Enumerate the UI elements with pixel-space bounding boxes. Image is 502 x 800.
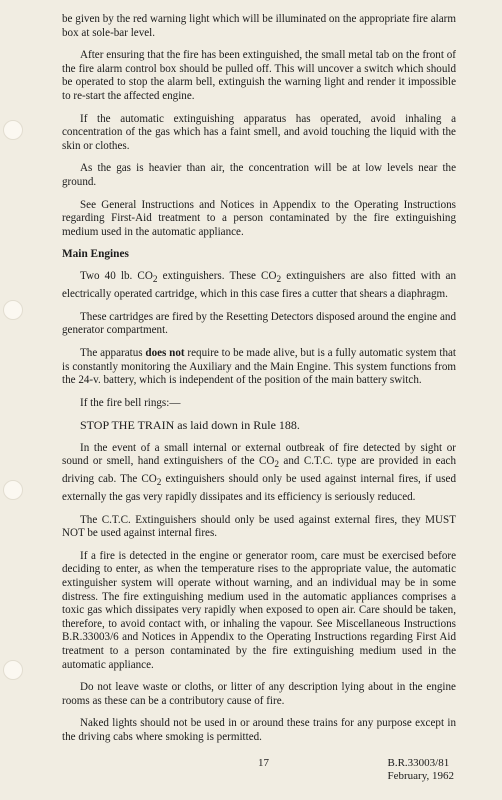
binder-hole: [3, 660, 23, 680]
subscript: 2: [274, 460, 279, 471]
paragraph: See General Instructions and Notices in Appendix to the Operating Instructions regarding First-Aid treatment to a person contaminated by the fire extinguishing medium used in the automatic appliance.: [62, 198, 456, 238]
bold-text: does not: [145, 346, 185, 359]
text-run: extinguishers should only be used against internal fires, if used externally the gas very rapidly dissipates and its efficiency is seriously reduced.: [62, 473, 456, 504]
text-run: In the event of a small internal or external outbreak of fire detected by sight or sound or smell, hand extinguishers of the CO: [62, 441, 456, 468]
page-footer: [62, 757, 456, 787]
text-run: extinguishers. These CO: [157, 270, 277, 283]
paragraph: The C.T.C. Extinguishers should only be used against external fires, they MUST NOT be used against internal fires.: [62, 513, 456, 540]
paragraph: Do not leave waste or cloths, or litter of any description lying about in the engine rooms as these can be a contributory cause of fire.: [62, 681, 456, 707]
paragraph: These cartridges are fired by the Resetting Detectors disposed around the engine and generator compartment.: [62, 310, 456, 337]
paragraph: be given by the red warning light which will be illuminated on the appropriate fire alarm box at sole-bar level.: [62, 13, 456, 39]
paragraph: Naked lights should not be used in or around these trains for any purpose except in the driving cabs where smoking is permitted.: [62, 717, 456, 743]
paragraph: [62, 347, 456, 388]
subscript: 2: [152, 275, 158, 286]
text-run: and C.T.C. type are provided in each driving cab. The CO: [62, 455, 456, 486]
page-number: 17: [258, 757, 269, 769]
binder-hole: [3, 480, 23, 500]
binder-hole: [3, 300, 23, 320]
reference-date: February, 1962: [387, 770, 454, 782]
document-body: [62, 13, 456, 754]
text-run: extinguishers are also fitted with an electrically operated cartridge, which in this case fires a cutter that shears a diaphragm.: [62, 270, 456, 301]
section-heading: Main Engines: [62, 248, 129, 261]
paragraph: [62, 270, 456, 301]
binder-hole: [3, 120, 23, 140]
text-run: The apparatus: [80, 346, 146, 359]
subscript: 2: [276, 275, 282, 286]
text-run: require to be made alive, but is a fully automatic system that is constantly monitoring the Auxiliary and the Main Engine. This system functions from the 24-v. battery, which is independent of the position of the main battery switch.: [62, 346, 456, 387]
document-reference: [388, 757, 455, 783]
paragraph: STOP THE TRAIN as laid down in Rule 188.: [80, 418, 300, 433]
paragraph: As the gas is heavier than air, the concentration will be at low levels near the ground.: [62, 162, 456, 188]
paragraph: [62, 442, 456, 505]
paragraph: If the fire bell rings:—: [80, 396, 181, 409]
paragraph: If the automatic extinguishing apparatus has operated, avoid inhaling a concentration of the gas which has a faint smell, and avoid touching the liquid with the skin or clothes.: [62, 112, 456, 152]
paragraph: After ensuring that the fire has been extinguished, the small metal tab on the front of the fire alarm control box should be pulled off. This will uncover a switch which should be operated to stop the alarm bell, extinguish the warning light and render it impossible to re-start the affected engine.: [62, 49, 456, 102]
text-run: Two 40 lb. CO: [80, 270, 153, 283]
paragraph: If a fire is detected in the engine or generator room, care must be exercised before deciding to enter, as when the temperature rises to the appropriate value, the automatic extinguisher system will operate without warning, and an individual may be in some distress. The fire extinguishing medium used in the automatic appliances comprises a toxic gas which dissipates very rapidly when exposed to open air. Care should be taken, therefore, to avoid contact with, or inhaling the vapour. See Miscellaneous Instructions B.R.33003/6 and Notices in Appendix to the Operating Instructions regarding First Aid treatment to a person contaminated by the fire extinguishing medium used in the automatic appliance.: [62, 549, 456, 671]
subscript: 2: [156, 478, 162, 489]
reference-number: B.R.33003/81: [387, 757, 450, 769]
